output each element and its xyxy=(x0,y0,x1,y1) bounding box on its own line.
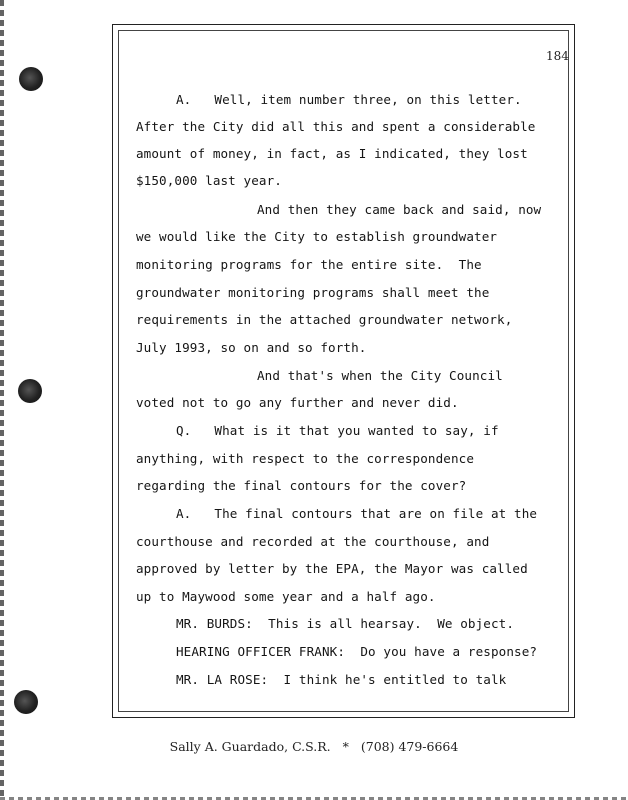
transcript-line: approved by letter by the EPA, the Mayor was called xyxy=(136,561,528,576)
transcript-line: And then they came back and said, now xyxy=(257,202,542,217)
transcript-line: requirements in the attached groundwater network, xyxy=(136,312,513,327)
transcript-line: monitoring programs for the entire site. The xyxy=(136,257,482,272)
transcript-line: A. Well, item number three, on this letter. xyxy=(176,92,522,107)
transcript-line: regarding the final contours for the cover? xyxy=(136,478,467,493)
page-number: 184 xyxy=(546,49,569,63)
transcript-line: After the City did all this and spent a considerable xyxy=(136,119,536,134)
transcript-line: up to Maywood some year and a half ago. xyxy=(136,589,436,604)
transcript-line: Q. What is it that you wanted to say, if xyxy=(176,423,499,438)
punch-hole-bottom xyxy=(14,690,38,714)
transcript-line: MR. LA ROSE: I think he's entitled to talk xyxy=(176,672,507,687)
punch-hole-top xyxy=(19,67,43,91)
transcript-line: amount of money, in fact, as I indicated, they lost xyxy=(136,146,528,161)
punch-hole-middle xyxy=(18,379,42,403)
transcript-line: groundwater monitoring programs shall meet the xyxy=(136,285,490,300)
transcript-line: anything, with respect to the correspondence xyxy=(136,451,475,466)
transcript-line: A. The final contours that are on file at the xyxy=(176,506,538,521)
reporter-name: Sally A. Guardado, C.S.R. xyxy=(169,739,331,754)
reporter-phone: (708) 479-6664 xyxy=(360,739,459,754)
footer-separator: * xyxy=(342,739,349,754)
reporter-footer xyxy=(0,739,628,754)
transcript-line: HEARING OFFICER FRANK: Do you have a response? xyxy=(176,644,538,659)
transcript-line: And that's when the City Council xyxy=(257,368,503,383)
transcript-line: MR. BURDS: This is all hearsay. We object. xyxy=(176,616,515,631)
transcript-line: courthouse and recorded at the courthouse, and xyxy=(136,534,490,549)
transcript-line: $150,000 last year. xyxy=(136,173,282,188)
transcript-line: voted not to go any further and never did. xyxy=(136,395,459,410)
page-edge-left xyxy=(0,0,4,800)
transcript-line: we would like the City to establish groundwater xyxy=(136,229,498,244)
transcript-line: July 1993, so on and so forth. xyxy=(136,340,367,355)
